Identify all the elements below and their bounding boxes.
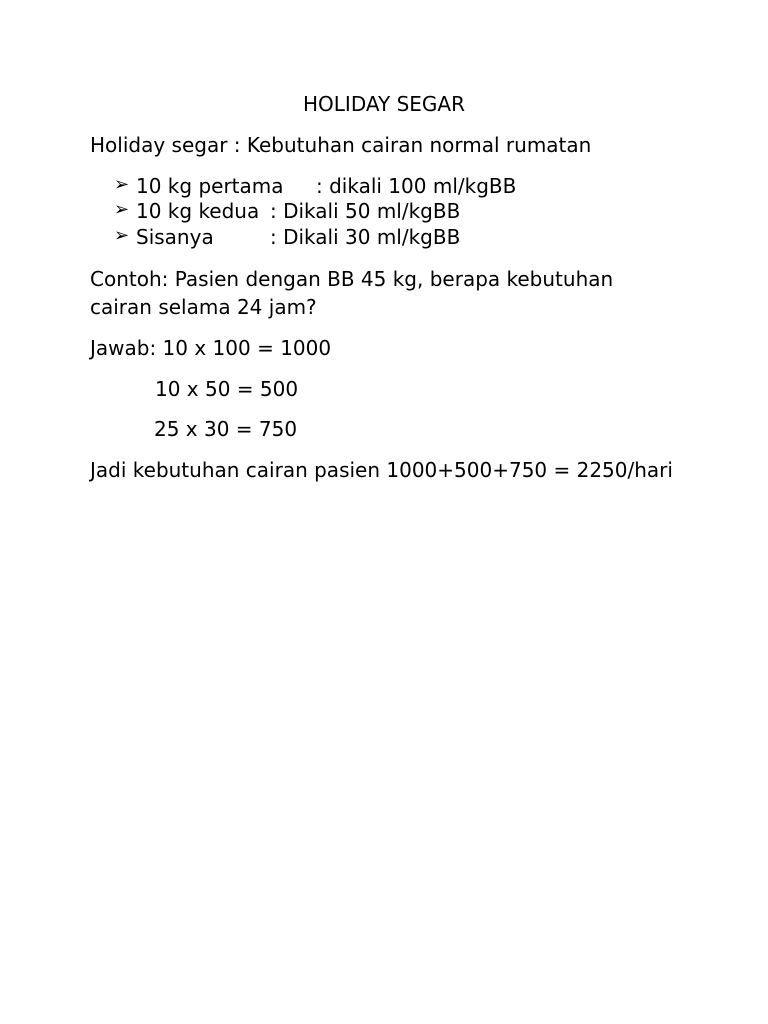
rule-label: 10 kg pertama [136, 174, 284, 198]
rule-value: : dikali 100 ml/kgBB [316, 174, 517, 198]
answer-line-3: 25 x 30 = 750 [154, 417, 298, 441]
rule-value: : Dikali 50 ml/kgBB [270, 199, 461, 223]
intro-text: Holiday segar : Kebutuhan cairan normal rumatan [90, 133, 592, 157]
rule-value: : Dikali 30 ml/kgBB [270, 225, 461, 249]
conclusion-text: Jadi kebutuhan cairan pasien 1000+500+750 = 2250/hari [90, 458, 673, 482]
answer-line-2: 10 x 50 = 500 [155, 377, 299, 401]
arrow-bullet-icon: ➢ [114, 225, 130, 246]
example-question-line-1: Contoh: Pasien dengan BB 45 kg, berapa kebutuhan [90, 267, 614, 291]
document-title: HOLIDAY SEGAR [303, 92, 465, 116]
rule-label: 10 kg kedua [136, 199, 260, 223]
arrow-bullet-icon: ➢ [114, 199, 130, 220]
answer-line-1: Jawab: 10 x 100 = 1000 [90, 336, 332, 360]
example-question-line-2: cairan selama 24 jam? [90, 295, 317, 319]
rule-label: Sisanya [136, 225, 214, 249]
arrow-bullet-icon: ➢ [114, 174, 130, 195]
